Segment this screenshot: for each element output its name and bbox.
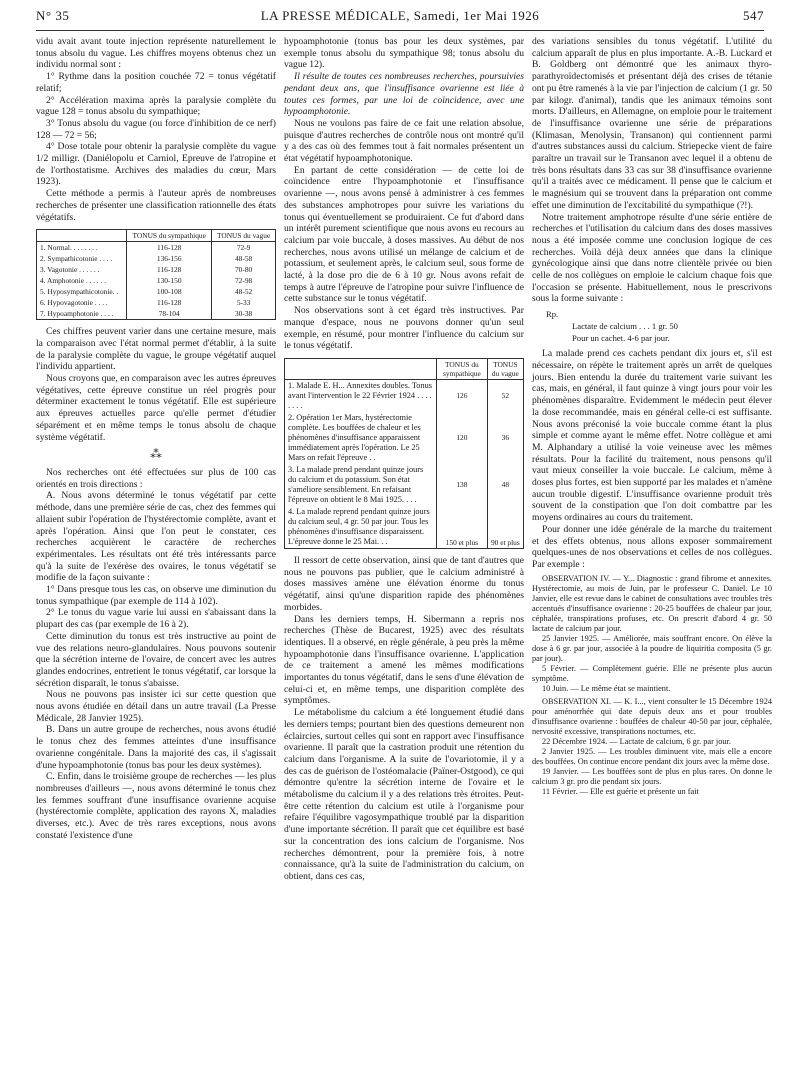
table-header-sym: TONUS du sympathique xyxy=(437,359,488,380)
tonus-table-1 xyxy=(36,229,276,320)
table-header-sym: TONUS du sympathique xyxy=(127,230,212,242)
paragraph: Nos observations sont à cet égard très instructives. Par manque d'espace, nous ne pouvons donner qu'un seul exemple, en résumé, pour montrer l'influence du calcium sur le tonus végétatif. xyxy=(284,305,524,352)
paragraph: 1° Rythme dans la position couchée 72 = tonus végétatif relatif; xyxy=(36,71,276,94)
table-row: 4. Amphotonie . . . . . . 130-150 72-98 xyxy=(37,275,275,286)
table-row: 1. Normal. . . . . . . . 116-128 72-9 xyxy=(37,242,275,254)
observation: 5 Février. — Complètement guérie. Elle ne présente plus aucun symptôme. xyxy=(532,663,772,683)
observation: 22 Décembre 1924. — Lactate de calcium, 6 gr. par jour. xyxy=(542,736,731,746)
prescription-line: Lactate de calcium . . . 1 gr. 50 xyxy=(572,320,678,331)
table-row: 2. Opération 1er Mars, hystérectomie complète. Les bouffées de chaleur et les phénomènes d'insuffisance apparaissent immédiatement après l'opération. Le 25 Mars on refait l'épreuve . . 120 36 xyxy=(285,412,523,464)
paragraph: En partant de cette considération — de cette loi de coïncidence entre l'hypoamphotonie et l'insuffisance ovarienne —, nous avons pensé à administrer à ces femmes des substances amphotropes pour suivre les variations du tonus qui éventuellement se produiraient. Ce fut d'abord dans un intérêt purement scientifique que nous avons eu recours au calcium par voie buccale, à doses massives. Au début de nos recherches, nous avons utilisé un mélange de calcium et de potassium, et seulement après, le calcium seul, sous forme de lacté, à la dose pro die de 6 à 10 gr. Nous avons refait de temps à autre l'épreuve de l'atropine pour suivre l'influence de cette substance sur le tonus végétatif. xyxy=(284,164,524,305)
column-3 xyxy=(532,36,772,797)
table-row: 2. Sympathicotonie . . . . 136-156 48-58 xyxy=(37,253,275,264)
journal-title: LA PRESSE MÉDICALE, Samedi, 1er Mai 1926 xyxy=(260,8,540,23)
prescription-line: Pour un cachet. 4-6 par jour. xyxy=(572,332,670,343)
prescription-head: Rp. xyxy=(546,309,559,320)
paragraph: Il résulte de toutes ces nombreuses recherches, poursuivies pendant deux ans, que l'insuffisance ovarienne est liée à toutes ces formes, par une loi de coïncidence, avec une hypoamphotonie. xyxy=(284,71,524,118)
table-row: 3. La malade prend pendant quinze jours du calcium et du potassium. Son état s'améliore sensiblement. En refaisant l'épreuve on obtient le 8 Mai 1925. . . . 138 48 xyxy=(285,464,523,506)
table-row: 1. Malade E. H... Annexites doubles. Tonus avant l'intervention le 22 Février 1924 . . . . . . . . 126 52 xyxy=(285,379,523,412)
paragraph: Cette méthode a permis à l'auteur après de nombreuses recherches de présenter une classification rationnelle des états végétatifs. xyxy=(36,188,276,223)
observation: 25 Janvier 1925. — Améliorée, mais souffrant encore. On élève la dose à 6 gr. par jour, associée à la poudre de liquiritia composita (5 gr. par jour). xyxy=(532,633,772,663)
issue-number: N° 35 xyxy=(36,8,70,23)
observation: 19 Janvier. — Les bouffées sont de plus en plus rares. On donne le calcium 3 gr. pro die pendant six jours. xyxy=(532,766,772,786)
observation: 11 Février. — Elle est guérie et présente un fait xyxy=(542,786,699,796)
column-1 xyxy=(36,36,276,841)
paragraph: Le métabolisme du calcium a été longuement étudié dans les derniers temps; pourtant bien des questions demeurent non éclaircies, surtout celles qui sont en rapport avec l'insuffisance ovarienne. Il paraît que la castration produit une rétention du calcium dans l'organisme. A la suite de l'ovariotomie, il y a des cas de guérison de l'ostéomalacie (Païner-Ostgood), ce qui démontre qu'entre la sécrétion interne de l'ovaire et le métabolisme du calcium il y a des relations très étroites. Peut-être cette rétention du calcium est utile à l'organisme pour refaire l'équilibre vagosympathique troublé par la disparition d'une importante sécrétion. Il paraît que cet équilibre est basé sur la concentration des ions calcium de l'organisme. Nos recherches démontrent, pour la première fois, à notre connaissance, qu'à la suite de l'administration du calcium, on obtient, dans ces cas, xyxy=(284,707,524,882)
column-2 xyxy=(284,36,524,883)
paragraph: 3° Tonus absolu du vague (ou force d'inhibition de ce nerf) 128 — 72 = 56; xyxy=(36,117,276,141)
paragraph: Notre traitement amphotrope résulte d'une série entière de recherches et l'utilisation du calcium dans des doses massives nous a été imposée comme une conclusion logique de ces recherches. Voilà déjà deux années que dans la clinique gynécologique ainsi que dans notre clientèle privée ou bien celle de nos collègues on emploie le calcium chaque fois que l'occasion se présente. Habituellement, nous le prescrivons sous la forme suivante : xyxy=(532,211,772,305)
observation: OBSERVATION IV. — Y... Diagnostic : grand fibrome et annexites. Hystérectomie, au mois de Juin, par le professeur C. Daniel. Le 10 Janvier, elle est revue dans le cabinet de consultations avec troubles très accentués d'insuffisance ovarienne : 20-25 bouffées de chaleur par jour, céphalée, transpirations profuses, etc. On prescrit d'abord 4 gr. 50 lactate de calcium par jour. xyxy=(532,573,772,633)
table-row: 3. Vagotonie . . . . . . 116-128 70-80 xyxy=(37,264,275,275)
paragraph: 2° Accélération maxima après la paralysie complète du vague 128 = tonus absolu du sympathique; xyxy=(36,94,276,118)
section-separator: ⁂ xyxy=(150,447,162,462)
paragraph: des variations sensibles du tonus végétatif. L'utilité du calcium apparaît de plus en plus importante. A.-B. Luckard et B. Goldberg ont démontré que les animaux thyro-parathyroïdectomisés et présentant déjà des crises de tétanie ont pu être ramenés à la vie par l'injection de calcium (1 gr. 50 par kilogr. d'animal), tandis que les animaux témoins sont morts. D'ailleurs, en Allemagne, on emploie pour le traitement de l'insuffisance ovarienne une série de préparations (Klimasan, Menolysin, Transanon) qui contiennent parmi d'autres substances aussi du calcium. Striepecke vient de faire paraître un travail sur le Transanon avec lequel il a obtenu de très bons résultats dans 33 cas sur 38 d'insuffisance ovarienne qu'il a traités avec ce médicament. Il pense que le calcium et le magnésium qui se trouvent dans la préparation ont comme effet une diminution de l'excitabilité du sympathique (?!). xyxy=(532,36,772,211)
page-header xyxy=(36,8,764,28)
table-row: 5. Hyposympathicotonie. . 100-108 48-52 xyxy=(37,286,275,297)
paragraph: La malade prend ces cachets pendant dix jours et, s'il est nécessaire, on répète le traitement après un arrêt de quelques jours. Bien entendu la durée du traitement varie suivant les cas, mais, en général, il faut quinze à vingt jours pour voir les phénomènes disparaître. Evidemment le médecin peut élever la dose recommandée, mais en général celle-ci est suffisante. Nous avons préconisé la voie buccale comme étant la plus simple et comme ayant le même effet. Notre collègue et ami M. Alphandary a utilisé la voie veineuse avec les mêmes résultats. Pour la facilité du traitement, nous pensons qu'il vaut mieux conseiller la voie buccale. Le calcium, même à doses plus fortes, est bien supporté par les malades et n'amène aucun trouble digestif. L'insuffisance ovarienne produit très souvent de la constipation que l'on doit combattre par les moyens ordinaires au cours du traitement. xyxy=(532,348,772,524)
paragraph: 1° Dans presque tous les cas, on observe une diminution du tonus sympathique (par exemple de 114 à 102). xyxy=(36,584,276,607)
table-header-vag: TONUS du vague xyxy=(212,230,275,242)
table-row: 7. Hypoamphotonie . . . . 78-104 30-38 xyxy=(37,308,275,319)
paragraph: Pour donner une idée générale de la marche du traitement et des effets obtenus, nous allons exposer sommairement quelques-unes de nos observations et celles de nos collègues. Par exemple : xyxy=(532,523,772,570)
paragraph: Nos recherches ont été effectuées sur plus de 100 cas orientés en trois directions : xyxy=(36,466,276,490)
paragraph: A. Nous avons déterminé le tonus végétatif par cette méthode, dans une première série de cas, chez des femmes qui allaient subir l'opération de l'hystérectomie complète, avant et après l'opération. Ainsi que l'on peut le constater, ces recherches acquièrent le caractère de recherches expérimentales. Les résultats ont été très intéressants parce qu'à la suite de l'exérèse des ovaires, le tonus végétatif se modifie de la façon suivante : xyxy=(36,490,276,584)
page-number: 547 xyxy=(743,8,764,23)
paragraph: Ces chiffres peuvent varier dans une certaine mesure, mais la comparaison avec l'état normal permet d'établir, à la suite de la paralysie complète du vague, le groupe végétatif auquel l'individu appartient. xyxy=(36,326,276,373)
header-rule xyxy=(36,30,764,31)
observation: OBSERVATION XI. — K. I..., vient consulter le 15 Décembre 1924 pour aménorrhée qui date depuis deux ans et pour troubles d'insuffisance ovarienne : bouffées de chaleur 40-50 par jour, céphalée, nervosité excessive, transpirations nocturnes, etc. xyxy=(532,696,772,736)
observation-table xyxy=(284,358,524,549)
prescription xyxy=(546,309,772,344)
paragraph: vidu avait avant toute injection représente naturellement le tonus absolu du vague. Les chiffres moyens obtenus chez un individu normal sont : xyxy=(36,36,276,71)
paragraph: Nous ne pouvons pas insister ici sur cette question que nous avons étudiée en détail dans un autre travail (La Presse Médicale, 28 Janvier 1925). xyxy=(36,689,276,724)
paragraph: 2° Le tonus du vague varie lui aussi en s'abaissant dans la plupart des cas (par exemple de 16 à 2). xyxy=(36,607,276,631)
paragraph: Nous ne voulons pas faire de ce fait une relation absolue, puisque d'autres recherches de contrôle nous ont montré qu'il y a des cas où des femmes tout à fait normales présentent un état végétatif hypoamphotonique. xyxy=(284,117,524,165)
paragraph: Dans les derniers temps, H. Sibermann a repris nos recherches (Thèse de Bucarest, 1925) avec des résultats identiques. Il a observé, en règle générale, à peu près la même hypoamphotonie dans l'insuffisance ovarienne. L'application de ce traitement a amené les mêmes modifications importantes du tonus végétatif, dans le sens d'une élévation de celui-ci et, en même temps, une disparition complète des symptômes. xyxy=(284,613,524,707)
observation: 10 Juin. — Le même état se maintient. xyxy=(542,683,671,693)
paragraph: Cette diminution du tonus est très instructive au point de vue des relations neuro-glandulaires. Nous pouvons soutenir que la sécrétion interne de l'ovaire, de concert avec les autres glandes endocrines, entretient le tonus végétatif, car lorsque la sécrétion disparaît, le tonus s'abaisse. xyxy=(36,630,276,689)
table-row: 4. La malade reprend pendant quinze jours du calcium seul, 4 gr. 50 par jour. Tous les phénomènes d'insuffisance disparaissent. L'épreuve donne le 25 Mai. . . 150 et plus 90 et plus xyxy=(285,506,523,548)
paragraph: 4° Dose totale pour obtenir la paralysie complète du vague 1/2 milligr. (Daniélopolu et Carniol, Epreuve de l'atropine et de l'orthostatisme. Archives des maladies du cœur, Mars 1923). xyxy=(36,141,276,188)
paragraph: Nous croyons que, en comparaison avec les autres épreuves végétatives, cette épreuve constitue un réel progrès pour déterminer exactement le tonus végétatif. Elle est supérieure aux épreuves actuelles parce qu'elle permet d'étudier séparément et en même temps le tonus absolu de chaque système végétatif. xyxy=(36,373,276,443)
table-row: 6. Hypovagotonie . . . . 116-128 5-33 xyxy=(37,297,275,308)
paragraph: Il ressort de cette observation, ainsi que de tant d'autres que nous ne pouvons pas publier, que le calcium administré à doses massives amène une élévation énorme du tonus végétatif, ainsi qu'une disparition rapide des phénomènes morbides. xyxy=(284,554,524,613)
paragraph: hypoamphotonie (tonus bas pour les deux systèmes, par exemple tonus absolu du sympathique 98; tonus absolu du vague 12). xyxy=(284,36,524,71)
paragraph: B. Dans un autre groupe de recherches, nous avons étudié le tonus chez des femmes atteintes d'une insuffisance ovarienne congénitale. Dans la majorité des cas, il s'agissait d'une hypoamphotonie (tonus bas pour les deux systèmes). xyxy=(36,724,276,771)
paragraph: C. Enfin, dans le troisième groupe de recherches — les plus nombreuses d'ailleurs —, nous avons déterminé le tonus chez les femmes souffrant d'une insuffisance ovarienne acquise (hystérectomie complète, application des rayons X, maladies diverses, etc.). Avec de très rares exceptions, nous avons constaté l'existence d'une xyxy=(36,771,276,841)
table-header-vag: TONUS du vague xyxy=(487,359,523,380)
observation: 2 Janvier 1925. — Les troubles diminuent vite, mais elle a encore des bouffées. On continue encore pendant dix jours avec la même dose. xyxy=(532,746,772,766)
